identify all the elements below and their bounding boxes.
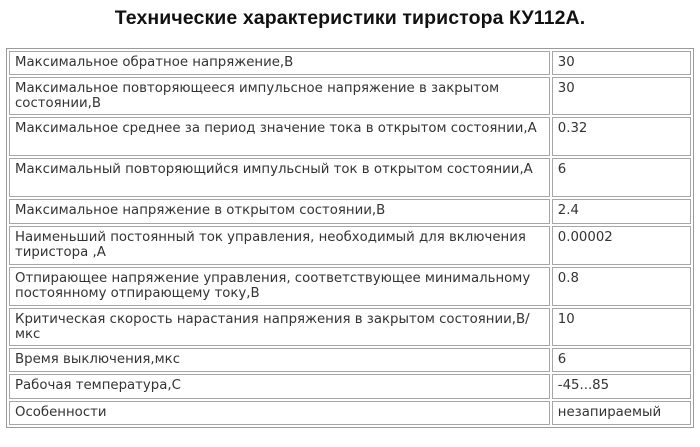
table-row (9, 51, 691, 75)
parameter-name: Отпирающее напряжение управления, соответствующее минимальному постоянному отпирающему току,В (9, 267, 550, 306)
table-row (9, 308, 691, 346)
parameter-value: 10 (552, 308, 691, 346)
parameter-value: 30 (552, 77, 691, 115)
parameter-value: 0.00002 (552, 226, 691, 265)
parameter-name: Максимальное напряжение в открытом состоянии,В (9, 199, 550, 224)
parameter-name: Максимальное среднее за период значение тока в открытом состоянии,А (9, 117, 550, 156)
parameter-name: Наименьший постоянный ток управления, необходимый для включения тиристора ,А (9, 226, 550, 265)
parameter-value: 0.32 (552, 117, 691, 156)
parameter-value: 2.4 (552, 199, 691, 224)
table-row (9, 117, 691, 156)
table-row (9, 77, 691, 115)
table-row (9, 267, 691, 306)
parameter-value: -45...85 (552, 374, 691, 399)
table-row (9, 401, 691, 425)
table-row (9, 226, 691, 265)
parameter-value: 6 (552, 348, 691, 372)
specifications-table (6, 48, 694, 428)
parameter-name: Максимальное обратное напряжение,В (9, 51, 550, 75)
parameter-value: 30 (552, 51, 691, 75)
parameter-name: Максимальное повторяющееся импульсное напряжение в закрытом состоянии,В (9, 77, 550, 115)
table-row (9, 374, 691, 399)
parameter-value: 0.8 (552, 267, 691, 306)
parameter-name: Время выключения,мкс (9, 348, 550, 372)
page-title: Технические характеристики тиристора КУ112А. (114, 7, 586, 29)
parameter-name: Критическая скорость нарастания напряжения в закрытом состоянии,В/мкс (9, 308, 550, 346)
parameter-name: Максимальный повторяющийся импульсный ток в открытом состоянии,А (9, 158, 550, 197)
parameter-name: Рабочая температура,С (9, 374, 550, 399)
table-row (9, 199, 691, 224)
table-row (9, 158, 691, 197)
parameter-value: незапираемый (552, 401, 691, 425)
parameter-value: 6 (552, 158, 691, 197)
table-row (9, 348, 691, 372)
parameter-name: Особенности (9, 401, 550, 425)
